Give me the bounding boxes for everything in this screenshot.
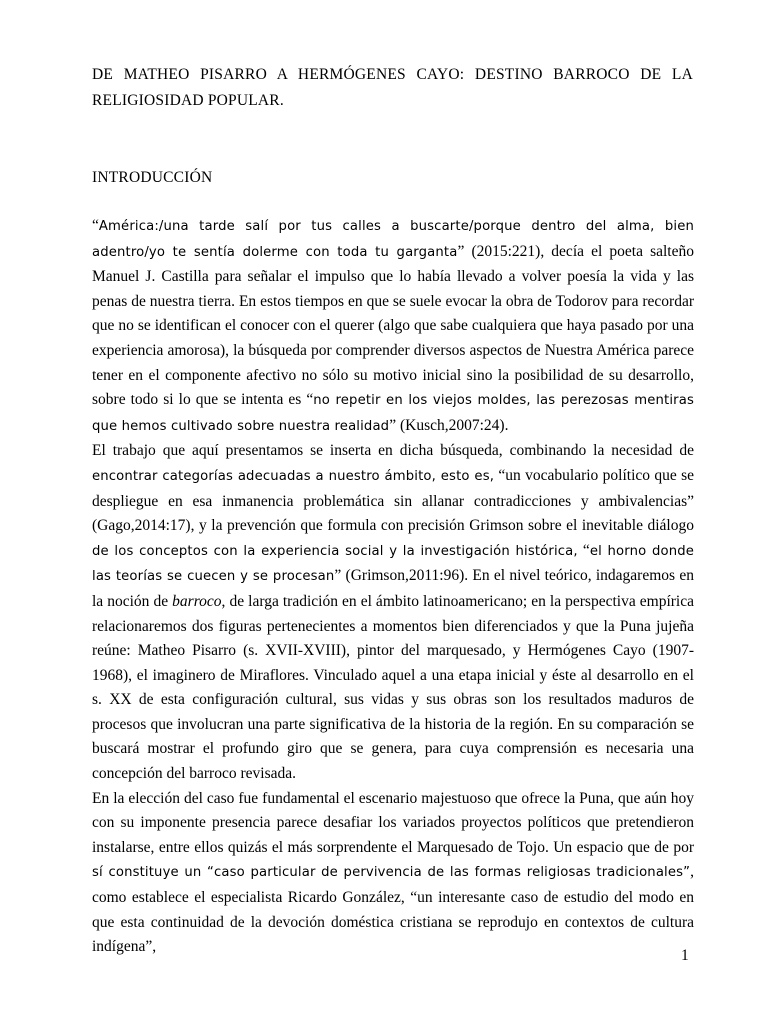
section-heading: INTRODUCCIÓN bbox=[92, 169, 213, 186]
paragraph-1 bbox=[92, 214, 694, 439]
quote-run: de los conceptos con la experiencia social y la investigación histórica, bbox=[92, 543, 578, 559]
text-run: En la elección del caso fue fundamental el escenario majestuoso que ofrece la Puna, que aún hoy con su imponente presencia parece desafiar los variados proyectos políticos que pretendieron instalarse, entre ellos quizás el más sorprendente el Marquesado de Tojo. Un espacio que de por bbox=[92, 789, 694, 856]
paragraph-2 bbox=[92, 439, 694, 786]
text-run: “un vocabulario político que se despliegue en esa inmanencia problemática sin allanar contradicciones y ambivalencias” (Gago,2014:17), y la prevención que formula con precisión Grimson sobre el inevitable diálogo bbox=[92, 466, 694, 535]
quote-run: el horno donde las teorías se cuecen y se procesan bbox=[92, 543, 694, 585]
document-body bbox=[92, 214, 694, 960]
document-title: DE MATHEO PISARRO A HERMÓGENES CAYO: DESTINO BARROCO DE LA RELIGIOSIDAD POPULAR. bbox=[92, 66, 693, 109]
text-run: “ bbox=[577, 541, 590, 559]
text-run: ” (Grimson,2011:96). En el nivel teórico, indagaremos en la noción de bbox=[92, 567, 694, 610]
italic-term: barroco bbox=[172, 592, 222, 610]
text-run: El trabajo que aquí presentamos se inserta en dicha búsqueda, combinando la necesidad de bbox=[92, 442, 694, 460]
text-run: , como establece el especialista Ricardo González, “un interesante caso de estudio del modo en que esta continuidad de la devoción doméstica cristiana se reprodujo en contextos de cultura indígena”, bbox=[92, 863, 694, 956]
text-run: “ bbox=[92, 217, 99, 234]
quote-run: sí constituye un “caso particular de pervivencia de las formas religiosas tradicionales” bbox=[92, 865, 691, 881]
text-run: ” (Kusch,2007:24). bbox=[389, 416, 509, 434]
text-run: ” (2015:221), decía el poeta salteño Manuel J. Castilla para señalar el impulso que lo había llevado a volver poesía la vida y las penas de nuestra tierra. En estos tiempos en que se suele evocar la obra de Todorov para recordar que no se identifican el conocer con el querer (algo que sabe cualquiera que haya pasado por una experiencia amorosa), la búsqueda por comprender diversos aspectos de Nuestra América parece tener en el componente afectivo no sólo su motivo inicial sino la posibilidad de su desarrollo, sobre todo si lo que se intenta es “ bbox=[92, 242, 694, 409]
quote-run: no repetir en los viejos moldes, las perezosas mentiras que hemos cultivado sobre nuestra realidad bbox=[92, 393, 694, 434]
quote-run: América:/una tarde salí por tus calles a buscarte/porque dentro del alma, bien adentro/yo te sentía dolerme con toda tu garganta bbox=[92, 219, 694, 260]
paragraph-3 bbox=[92, 787, 694, 960]
text-run: , de larga tradición en el ámbito latinoamericano; en la perspectiva empírica relacionaremos dos figuras pertenecientes a momentos bien diferenciados y que la Puna jujeña reúne: Matheo Pisarro (s. XVII-XVIII), pintor del marquesado, y Hermógenes Cayo (1907-1968), el imaginero de Miraflores. Vinculado aquel a una etapa inicial y éste al desarrollo en el s. XX de esta configuración cultural, sus vidas y sus obras son los resultados maduros de procesos que involucran una parte significativa de la historia de la región. En su comparación se buscará mostrar el profundo giro que se genera, para cuya comprensión es necesaria una concepción del barroco revisada. bbox=[92, 592, 694, 783]
page-number: 1 bbox=[681, 947, 689, 964]
quote-run: encontrar categorías adecuadas a nuestro ámbito, esto es, bbox=[92, 468, 495, 484]
